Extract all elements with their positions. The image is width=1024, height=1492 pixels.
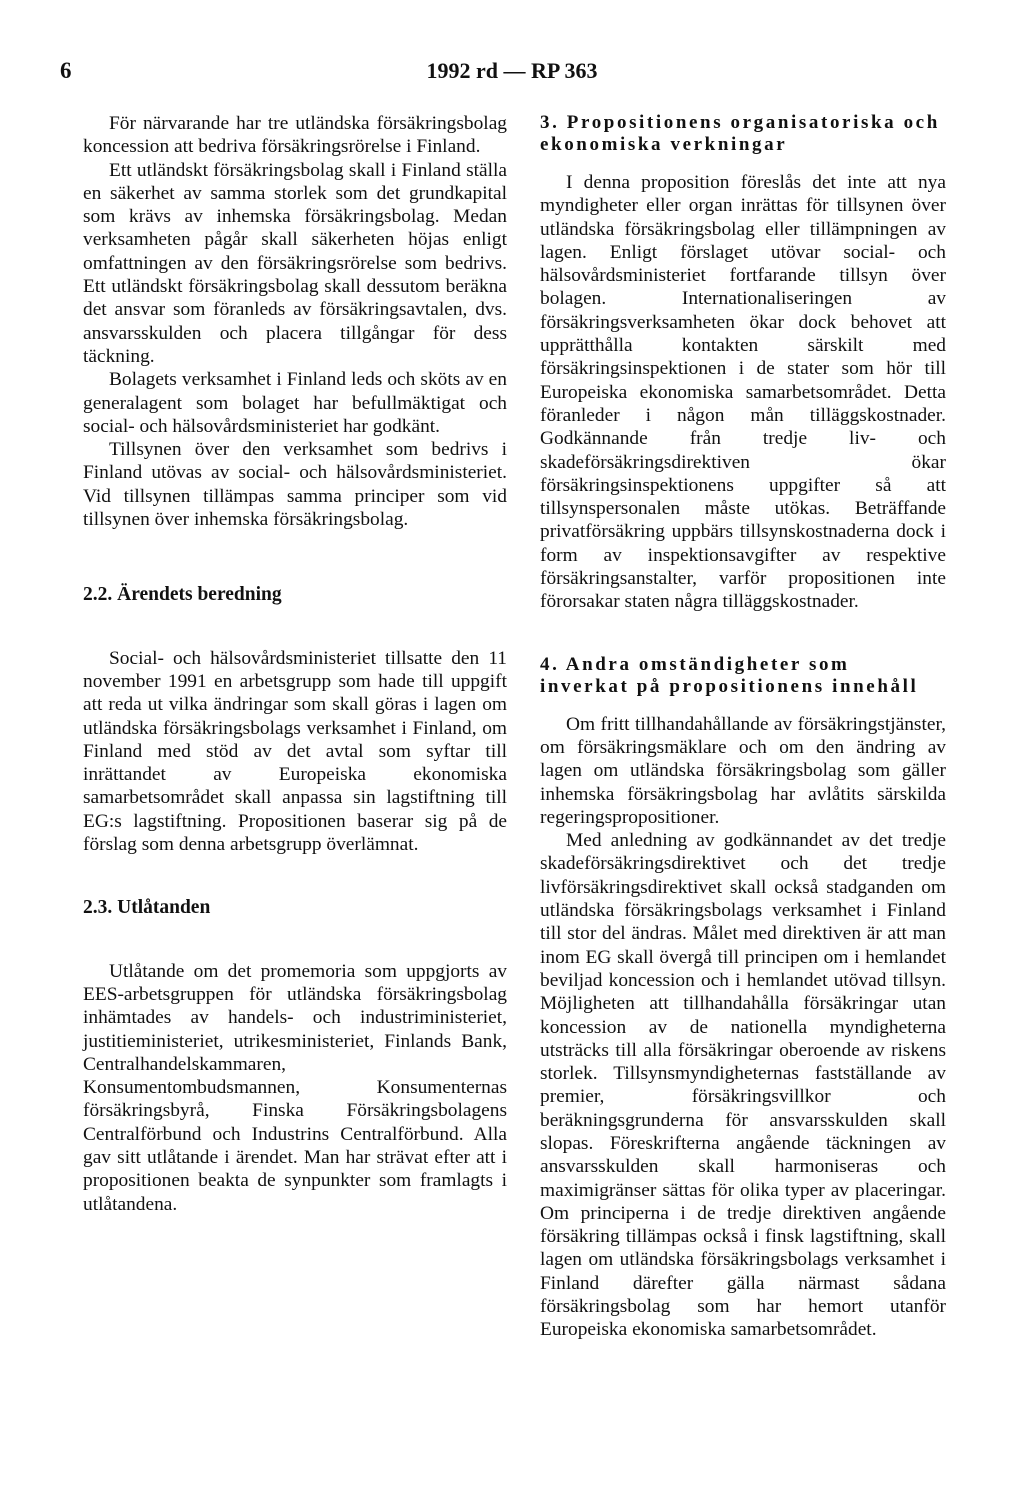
page-number: 6 <box>60 58 72 83</box>
paragraph: Tillsynen över den verksamhet som bedrivs i Finland utövas av social- och hälsovårdsministeriet. Vid tillsynen tillämpas samma principer som vid tillsynen över inhemska försäkringsbolag. <box>83 439 507 531</box>
paragraph: Utlåtande om det promemoria som uppgjorts av EES-arbetsgruppen för utländska försäkringsbolag inhämtades av handels- och industriministeriet, justitieministeriet, utrikesministeriet, Finlands Bank, Centralhandelskammaren, Konsumentombudsmannen, Konsumenternas försäkringsbyrå, Finska Försäkringsbolagens Centralförbund och Industrins Centralförbund. Alla gav sitt utlåtande i ärendet. Man har strävat efter att i propositionen beakta de synpunkter som framlagts i utlåtandena. <box>83 960 507 1215</box>
section-heading-3: 3. Propositionens organisatoriska och ekonomiska verkningar <box>540 112 940 155</box>
paragraph: Ett utländskt försäkringsbolag skall i Finland ställa en säkerhet av samma storlek som det grundkapital som krävs av inhemska försäkringsbolag. Medan verksamheten pågår skall säkerheten höjas enligt omfattningen av den försäkringsrörelse som bedrivs. Ett utländskt försäkringsbolag skall dessutom beräkna det ansvar som föranleds av försäkringsavtalen, dvs. ansvarsskulden och placera tillgångar för dess täckning. <box>83 159 507 367</box>
paragraph: I denna proposition föreslås det inte att nya myndigheter eller organ inrättas för tillsynen över utländska försäkringsbolag eller tillämpningen av lagen. Enligt förslaget utövar social- och hälsovårdsministeriet fortfarande tillsyn över bolagen. Internationaliseringen av försäkringsverksamheten ökar dock behovet att upprätthålla kontakten särskilt med försäkringsinspektionen i de stater som hör till Europeiska ekonomiska samarbetsområdet. Detta föranleder i någon mån tilläggskostnader. Godkännande från tredje liv- och skadeförsäkringsdirektiven ökar försäkringsinspektionens uppgifter så att tillsynspersonalen måste utökas. Beträffande privatförsäkring uppbärs tillsynskostnaderna dock i form av inspektionsavgifter av respektive försäkringsanstalter, varför propositionen inte förorsakar staten några tilläggskostnader. <box>540 172 946 613</box>
paragraph: Social- och hälsovårdsministeriet tillsatte den 11 november 1991 en arbetsgrupp som hade till uppgift att reda ut vilka ändringar som skall göras i lagen om utländska försäkringsbolags verksamhet i Finland, om Finland med stöd av det avtal som syftar till inrättandet av Europeiska ekonomiska samarbetsområdet skall anpassa sin lagstiftning till EG:s lagstiftning. Propositionen baserar sig på de förslag som denna arbetsgrupp överlämnat. <box>83 647 507 856</box>
left-column <box>83 112 507 1216</box>
paragraph: För närvarande har tre utländska försäkringsbolag koncession att bedriva försäkringsrörelse i Finland. <box>83 113 507 158</box>
right-column <box>540 112 946 1342</box>
section-heading-2-2: 2.2. Ärendets beredning <box>83 584 282 606</box>
paragraph: Bolagets verksamhet i Finland leds och sköts av en generalagent som bolaget har befullmäktigat och social- och hälsovårdsministeriet har godkänt. <box>83 369 507 437</box>
running-head: 1992 rd — RP 363 <box>426 58 598 83</box>
section-heading-4: 4. Andra omständigheter som inverkat på propositionens innehåll <box>540 653 919 697</box>
paragraph: Med anledning av godkännandet av det tredje skadeförsäkringsdirektivet och det tredje livförsäkringsdirektivet skall också stadganden om utländska försäkringsbolags verksamhet i Finland till stor del ändras. Målet med direktiven är att man inom EG skall övergå till principen om i hemlandet beviljad koncession och i hemlandet utövad tillsyn. Möjligheten att tillhandahålla försäkringar utan koncession av de nationella myndigheterna utsträcks till alla försäkringar oberoende av riskens storlek. Tillsynsmyndigheternas fastställande av premier, försäkringsvillkor och beräkningsgrunderna för ansvarsskulden skall slopas. Föreskrifterna angående täckningen av ansvarsskulden skall harmoniseras och maximigränser sättas för olika typer av placeringar. Om principerna i de tredje direktiven angående försäkring tillämpas också i finsk lagstiftning, skall lagen om utländska försäkringsbolags verksamhet i Finland därefter gälla närmast sådana försäkringsbolag som har hemort utanför Europeiska ekonomiska samarbetsområdet. <box>540 830 946 1341</box>
paragraph: Om fritt tillhandahållande av försäkringstjänster, om försäkringsmäklare och om den ändring av lagen om utländska försäkringsbolag som gäller inhemska försäkringsbolag har avlåtits särskilda regeringspropositioner. <box>540 713 946 828</box>
section-heading-2-3: 2.3. Utlåtanden <box>83 897 211 919</box>
